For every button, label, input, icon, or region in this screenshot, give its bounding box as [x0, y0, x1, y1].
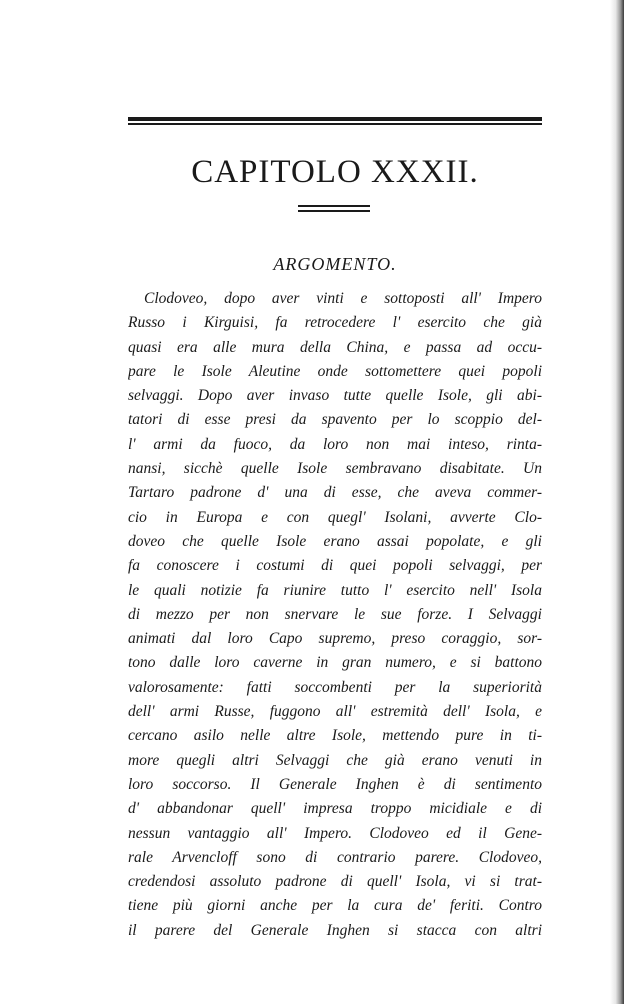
text-line: doveo che quelle Isole erano assai popolate, e gli — [128, 532, 542, 550]
text-line: nansi, sicchè quelle Isole sembravano disabitate. Un — [128, 460, 542, 478]
text-line: d' abbandonar quell' impresa troppo micidiale e di — [128, 800, 542, 818]
text-line: Russo i Kirguisi, fa retrocedere l' esercito che già — [128, 314, 542, 332]
page-edge-shadow — [610, 0, 624, 1004]
text-line: animati dal loro Capo supremo, preso coraggio, sor- — [128, 630, 542, 648]
text-line: loro soccorso. Il Generale Inghen è di sentimento — [128, 775, 542, 793]
text-line: pare le Isole Aleutine onde sottomettere quei popoli — [128, 362, 542, 380]
text-line: cercano asilo nelle altre Isole, mettendo pure in ti- — [128, 727, 542, 745]
text-line: di mezzo per non snervare le sue forze. I Selvaggi — [128, 605, 542, 623]
title-divider-line-top — [298, 205, 370, 207]
text-line: Clodoveo, dopo aver vinti e sottoposti all' Impero — [144, 290, 542, 307]
top-rule-thin — [128, 123, 542, 125]
text-line: quasi era alle mura della China, e passa ad occu- — [128, 338, 542, 356]
top-rule-thick — [128, 117, 542, 121]
top-double-rule — [128, 117, 542, 127]
argomento-text — [128, 287, 542, 943]
text-line: credendosi assoluto padrone di quell' Isola, vi si trat- — [128, 873, 542, 891]
text-line: dell' armi Russe, fuggono all' estremità dell' Isola, e — [128, 703, 542, 721]
text-line: tiene più giorni anche per la cura de' feriti. Contro — [128, 897, 542, 915]
text-line: fa conoscere i costumi di quei popoli selvaggi, per — [128, 557, 542, 575]
text-line: l' armi da fuoco, da loro non mai inteso, rinta- — [128, 435, 542, 453]
text-line: Tartaro padrone d' una di esse, che aveva commer- — [128, 484, 542, 502]
text-line: rale Arvencloff sono di contrario parere. Clodoveo, — [128, 848, 542, 866]
argomento-heading: ARGOMENTO. — [273, 254, 397, 274]
text-line: le quali notizie fa riunire tutto l' esercito nell' Isola — [128, 581, 542, 599]
text-line: nessun vantaggio all' Impero. Clodoveo ed il Gene- — [128, 824, 542, 842]
text-line: selvaggi. Dopo aver invaso tutte quelle Isole, gli abi- — [128, 387, 542, 405]
text-line: valorosamente: fatti soccombenti per la superiorità — [128, 678, 542, 696]
text-line: more quegli altri Selvaggi che già erano venuti in — [128, 751, 542, 769]
title-divider-line-bottom — [298, 210, 370, 212]
title-divider — [298, 205, 370, 213]
text-line: tono dalle loro caverne in gran numero, e si battono — [128, 654, 542, 672]
text-line: cio in Europa e con quegl' Isolani, avverte Clo- — [128, 508, 542, 526]
text-line: il parere del Generale Inghen si stacca con altri — [128, 921, 542, 939]
text-line: tatori di esse presi da spavento per lo scoppio del- — [128, 411, 542, 429]
chapter-title: CAPITOLO XXXII. — [191, 154, 479, 190]
